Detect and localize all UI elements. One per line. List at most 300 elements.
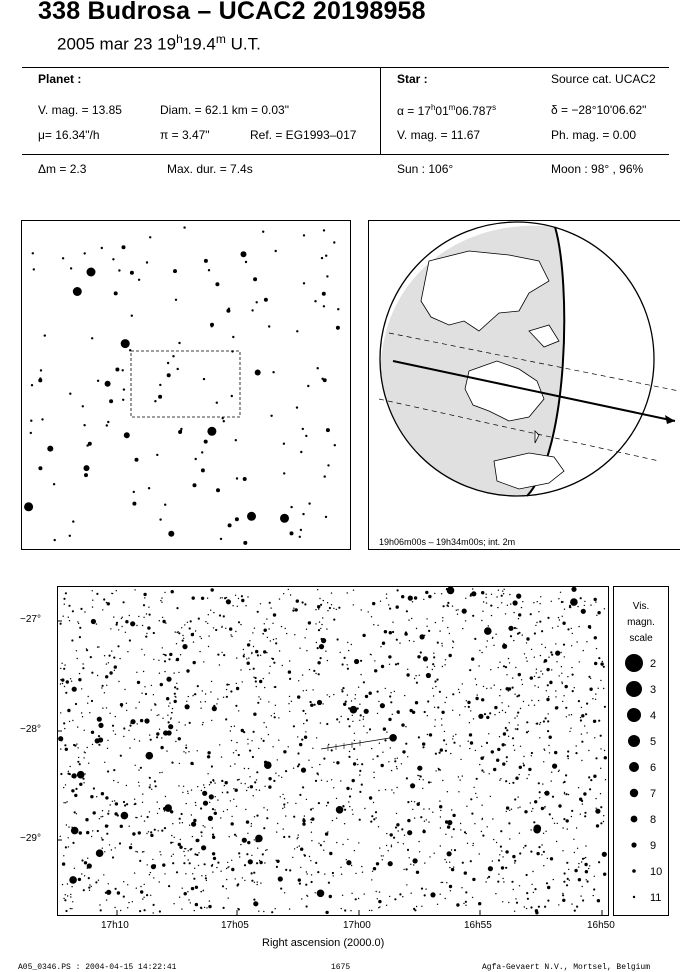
catalog-star xyxy=(333,619,335,621)
catalog-star xyxy=(207,598,208,599)
catalog-star xyxy=(210,691,211,692)
catalog-star xyxy=(456,610,457,611)
catalog-star xyxy=(246,820,249,823)
catalog-star xyxy=(423,779,424,780)
catalog-star xyxy=(555,651,560,656)
catalog-star xyxy=(359,791,361,793)
catalog-star xyxy=(404,695,405,696)
catalog-star xyxy=(275,860,276,861)
catalog-star xyxy=(137,723,138,724)
catalog-star xyxy=(562,622,565,625)
catalog-star xyxy=(544,906,546,908)
catalog-star xyxy=(530,906,532,908)
catalog-star xyxy=(479,650,480,651)
catalog-star xyxy=(150,872,151,873)
catalog-star xyxy=(475,697,478,700)
y-tick-label: −27° xyxy=(20,614,41,625)
catalog-star xyxy=(419,675,420,676)
catalog-star xyxy=(469,733,472,736)
catalog-star xyxy=(60,623,62,625)
catalog-star xyxy=(264,623,265,624)
catalog-star xyxy=(320,604,322,606)
catalog-star xyxy=(256,771,258,773)
catalog-star xyxy=(504,589,505,590)
catalog-star xyxy=(369,910,370,911)
catalog-star xyxy=(396,768,397,769)
catalog-star xyxy=(341,908,342,909)
catalog-star xyxy=(486,688,487,689)
catalog-star xyxy=(131,843,132,844)
catalog-star xyxy=(63,898,64,899)
catalog-star xyxy=(584,605,585,606)
catalog-star xyxy=(562,893,563,894)
catalog-star xyxy=(361,763,363,765)
catalog-star xyxy=(67,883,68,884)
finder-star xyxy=(106,424,108,426)
catalog-star xyxy=(149,734,150,735)
catalog-star xyxy=(378,790,379,791)
finder-star xyxy=(241,251,247,257)
catalog-star xyxy=(273,613,276,616)
catalog-star xyxy=(129,639,131,641)
catalog-star xyxy=(264,687,265,688)
catalog-star xyxy=(180,839,181,840)
catalog-star xyxy=(71,789,74,792)
catalog-star xyxy=(396,787,397,788)
catalog-star xyxy=(123,736,124,737)
catalog-star xyxy=(302,822,305,825)
catalog-star xyxy=(349,795,351,797)
catalog-star xyxy=(576,641,577,642)
catalog-star xyxy=(63,616,64,617)
catalog-star xyxy=(515,898,516,899)
catalog-star xyxy=(503,593,504,594)
catalog-star xyxy=(374,660,375,661)
catalog-star xyxy=(506,729,508,731)
finder-star xyxy=(129,349,131,351)
catalog-star xyxy=(172,823,173,824)
catalog-star xyxy=(511,881,513,883)
catalog-star xyxy=(548,696,549,697)
catalog-star xyxy=(247,596,248,597)
catalog-star xyxy=(297,695,300,698)
catalog-star xyxy=(79,783,82,786)
catalog-star xyxy=(66,801,67,802)
catalog-star xyxy=(199,651,200,652)
catalog-star xyxy=(516,728,518,730)
catalog-star xyxy=(534,705,535,706)
catalog-star xyxy=(579,661,580,662)
catalog-star xyxy=(256,686,257,687)
catalog-star xyxy=(65,894,66,895)
catalog-star xyxy=(217,698,218,699)
catalog-star xyxy=(298,878,301,881)
catalog-star xyxy=(64,686,65,687)
catalog-star xyxy=(161,830,163,832)
catalog-star xyxy=(104,851,105,852)
catalog-star xyxy=(226,868,227,869)
catalog-star xyxy=(471,813,473,815)
catalog-star xyxy=(481,769,483,771)
catalog-star xyxy=(470,710,471,711)
catalog-star xyxy=(315,673,316,674)
catalog-star xyxy=(420,816,422,818)
catalog-star xyxy=(493,839,494,840)
catalog-star xyxy=(113,616,114,617)
catalog-star xyxy=(76,650,77,651)
catalog-star xyxy=(144,909,146,911)
catalog-star xyxy=(233,799,234,800)
catalog-star xyxy=(574,869,577,872)
catalog-star xyxy=(600,680,601,681)
catalog-star xyxy=(115,802,118,805)
catalog-star xyxy=(134,589,135,590)
catalog-star xyxy=(228,684,229,685)
catalog-star xyxy=(199,636,200,637)
catalog-star xyxy=(172,842,173,843)
catalog-star xyxy=(350,706,358,714)
catalog-star xyxy=(226,696,228,698)
catalog-star xyxy=(162,718,163,719)
star-source-catalog: Source cat. UCAC2 xyxy=(551,72,656,86)
catalog-star xyxy=(564,792,565,793)
catalog-star xyxy=(428,630,430,632)
finder-star xyxy=(82,405,84,407)
catalog-star xyxy=(391,770,392,771)
sun-elongation: Sun : 106° xyxy=(397,162,454,176)
catalog-star xyxy=(306,905,308,907)
catalog-star xyxy=(586,879,587,880)
catalog-star xyxy=(348,725,350,727)
catalog-star xyxy=(600,735,602,737)
catalog-star xyxy=(487,640,488,641)
catalog-star xyxy=(317,890,325,898)
catalog-star xyxy=(264,761,272,769)
catalog-star xyxy=(300,744,301,745)
catalog-star xyxy=(594,636,597,639)
catalog-star xyxy=(397,663,399,665)
catalog-star xyxy=(392,622,393,623)
catalog-star xyxy=(364,893,365,894)
catalog-star xyxy=(569,880,570,881)
catalog-star xyxy=(231,636,232,637)
catalog-star xyxy=(604,750,605,751)
catalog-star xyxy=(495,893,496,894)
catalog-star xyxy=(123,801,125,803)
catalog-star xyxy=(435,622,436,623)
catalog-star xyxy=(372,602,375,605)
catalog-star xyxy=(478,714,483,719)
catalog-star xyxy=(394,898,396,900)
catalog-star xyxy=(212,852,215,855)
catalog-star xyxy=(339,721,340,722)
catalog-star xyxy=(536,852,539,855)
catalog-star xyxy=(597,899,600,902)
catalog-star xyxy=(595,809,600,814)
catalog-star xyxy=(153,694,154,695)
catalog-star xyxy=(178,737,181,740)
catalog-star xyxy=(501,595,503,597)
legend-magnitude-label: 9 xyxy=(650,840,657,852)
catalog-star xyxy=(77,761,79,763)
catalog-star xyxy=(111,849,112,850)
catalog-star xyxy=(211,588,214,591)
catalog-star xyxy=(548,713,549,714)
catalog-star xyxy=(594,662,597,665)
catalog-star xyxy=(543,833,544,834)
catalog-star xyxy=(109,844,110,845)
catalog-star xyxy=(563,644,565,646)
catalog-star xyxy=(449,867,450,868)
catalog-star xyxy=(460,759,461,760)
catalog-star xyxy=(571,645,572,646)
catalog-star xyxy=(83,757,84,758)
finder-star xyxy=(178,342,180,344)
catalog-star xyxy=(580,895,581,896)
catalog-star xyxy=(472,588,473,589)
catalog-star xyxy=(518,796,519,797)
finder-star xyxy=(323,305,325,307)
catalog-star xyxy=(452,605,453,606)
catalog-star xyxy=(192,695,193,696)
catalog-star xyxy=(402,896,403,897)
catalog-star xyxy=(508,902,509,903)
catalog-star xyxy=(202,724,203,725)
catalog-star xyxy=(148,607,149,608)
catalog-star xyxy=(181,908,182,909)
catalog-star xyxy=(123,601,125,603)
catalog-star xyxy=(543,761,544,762)
catalog-star xyxy=(357,764,358,765)
catalog-star xyxy=(571,587,576,592)
catalog-star xyxy=(251,826,252,827)
catalog-star xyxy=(91,886,92,887)
catalog-star xyxy=(585,857,586,858)
catalog-star xyxy=(417,766,422,771)
catalog-star xyxy=(315,623,316,624)
catalog-star xyxy=(432,812,433,813)
catalog-star xyxy=(263,807,264,808)
catalog-star xyxy=(572,674,574,676)
catalog-star xyxy=(219,664,220,665)
finder-star xyxy=(135,458,139,462)
finder-star xyxy=(115,368,119,372)
catalog-star xyxy=(251,872,253,874)
catalog-star xyxy=(535,625,536,626)
catalog-star xyxy=(72,687,77,692)
catalog-star xyxy=(497,607,498,608)
catalog-star xyxy=(315,609,316,610)
catalog-star xyxy=(598,657,600,659)
catalog-star xyxy=(426,673,431,678)
catalog-star xyxy=(382,752,383,753)
catalog-star xyxy=(175,631,176,632)
finder-star xyxy=(334,444,336,446)
catalog-star xyxy=(359,774,360,775)
catalog-star xyxy=(171,762,173,764)
finder-star xyxy=(220,538,222,540)
catalog-star xyxy=(434,726,435,727)
catalog-star xyxy=(538,611,539,612)
catalog-star xyxy=(188,899,189,900)
catalog-star xyxy=(547,886,550,889)
catalog-star xyxy=(195,903,198,906)
finder-star xyxy=(148,487,150,489)
catalog-star xyxy=(126,703,127,704)
catalog-star xyxy=(320,844,322,846)
catalog-star xyxy=(198,852,199,853)
catalog-star xyxy=(135,817,136,818)
catalog-star xyxy=(536,622,537,623)
catalog-star xyxy=(538,782,540,784)
catalog-star xyxy=(140,890,143,893)
catalog-star xyxy=(89,884,90,885)
catalog-star xyxy=(256,789,257,790)
catalog-star xyxy=(452,710,453,711)
finder-star xyxy=(204,259,208,263)
catalog-star xyxy=(465,598,466,599)
catalog-star xyxy=(566,819,569,822)
catalog-star xyxy=(386,833,387,834)
catalog-star xyxy=(424,862,425,863)
catalog-star xyxy=(281,626,282,627)
catalog-star xyxy=(557,626,558,627)
finder-star xyxy=(62,257,64,259)
catalog-star xyxy=(81,859,83,861)
catalog-star xyxy=(411,801,412,802)
event-datetime: 2005 mar 23 19$^h$19.4$^m$ U.T. xyxy=(57,32,261,54)
catalog-star xyxy=(68,771,69,772)
catalog-star xyxy=(260,698,261,699)
catalog-star xyxy=(447,627,448,628)
catalog-star xyxy=(231,822,234,825)
catalog-star xyxy=(571,628,572,629)
catalog-star xyxy=(414,909,416,911)
catalog-star xyxy=(474,638,476,640)
catalog-star xyxy=(119,658,120,659)
catalog-star xyxy=(186,745,187,746)
catalog-star xyxy=(422,746,424,748)
legend-dot xyxy=(628,735,640,747)
catalog-star xyxy=(482,818,483,819)
catalog-star xyxy=(235,878,236,879)
catalog-star xyxy=(391,846,392,847)
catalog-star xyxy=(327,694,328,695)
catalog-star xyxy=(392,631,394,633)
catalog-star xyxy=(499,854,500,855)
catalog-star xyxy=(237,883,239,885)
finder-star xyxy=(290,531,294,535)
catalog-star xyxy=(547,720,549,722)
catalog-star xyxy=(113,657,115,659)
catalog-star xyxy=(533,892,534,893)
catalog-star xyxy=(447,820,452,825)
finder-star xyxy=(70,267,72,269)
catalog-star xyxy=(203,890,204,891)
catalog-star xyxy=(598,688,599,689)
footer-credit: Agfa-Gevaert N.V., Mortsel, Belgium xyxy=(482,963,651,972)
catalog-star xyxy=(531,700,532,701)
catalog-star xyxy=(462,862,464,864)
catalog-star xyxy=(331,592,332,593)
catalog-star xyxy=(113,769,115,771)
catalog-star xyxy=(114,907,115,908)
catalog-star xyxy=(596,648,597,649)
catalog-star xyxy=(138,616,139,617)
catalog-star xyxy=(173,672,174,673)
catalog-star xyxy=(150,784,151,785)
catalog-star xyxy=(162,863,165,866)
catalog-star xyxy=(555,696,556,697)
catalog-star xyxy=(207,623,208,624)
finder-star xyxy=(31,384,33,386)
catalog-star xyxy=(85,818,88,821)
catalog-star xyxy=(281,777,282,778)
catalog-star xyxy=(470,860,472,862)
catalog-star xyxy=(536,723,538,725)
catalog-star xyxy=(567,676,568,677)
catalog-star xyxy=(486,594,487,595)
catalog-star xyxy=(391,845,392,846)
catalog-star xyxy=(426,819,427,820)
catalog-star xyxy=(72,842,74,844)
catalog-star xyxy=(160,746,163,749)
catalog-star xyxy=(373,777,374,778)
catalog-star xyxy=(458,689,459,690)
catalog-star xyxy=(482,611,483,612)
catalog-star xyxy=(222,597,223,598)
catalog-star xyxy=(413,864,414,865)
catalog-star xyxy=(159,881,160,882)
catalog-star xyxy=(293,608,294,609)
legend-magnitude-label: 7 xyxy=(650,788,657,800)
catalog-star xyxy=(192,873,193,874)
catalog-star xyxy=(182,888,183,889)
catalog-star xyxy=(63,855,64,856)
catalog-star xyxy=(517,715,518,716)
catalog-star xyxy=(454,849,456,851)
catalog-star xyxy=(562,850,563,851)
catalog-star xyxy=(135,851,136,852)
catalog-star xyxy=(550,857,553,860)
catalog-star xyxy=(148,831,149,832)
catalog-star xyxy=(510,635,512,637)
catalog-star xyxy=(135,707,136,708)
catalog-star xyxy=(350,910,351,911)
catalog-star xyxy=(102,810,103,811)
catalog-star xyxy=(458,776,459,777)
catalog-star xyxy=(351,893,352,894)
catalog-star xyxy=(538,687,539,688)
catalog-star xyxy=(584,812,586,814)
catalog-star xyxy=(542,783,543,784)
finder-star xyxy=(324,475,326,477)
catalog-star xyxy=(410,709,413,712)
catalog-star xyxy=(144,597,145,598)
catalog-star xyxy=(468,741,469,742)
catalog-star xyxy=(401,763,402,764)
catalog-star xyxy=(583,792,586,795)
catalog-star xyxy=(455,734,456,735)
catalog-star xyxy=(389,695,391,697)
catalog-star xyxy=(60,679,61,680)
catalog-star xyxy=(579,798,582,801)
catalog-star xyxy=(288,703,289,704)
catalog-star xyxy=(311,832,312,833)
finder-star xyxy=(172,355,174,357)
legend-dots xyxy=(614,587,668,915)
catalog-star xyxy=(351,865,352,866)
